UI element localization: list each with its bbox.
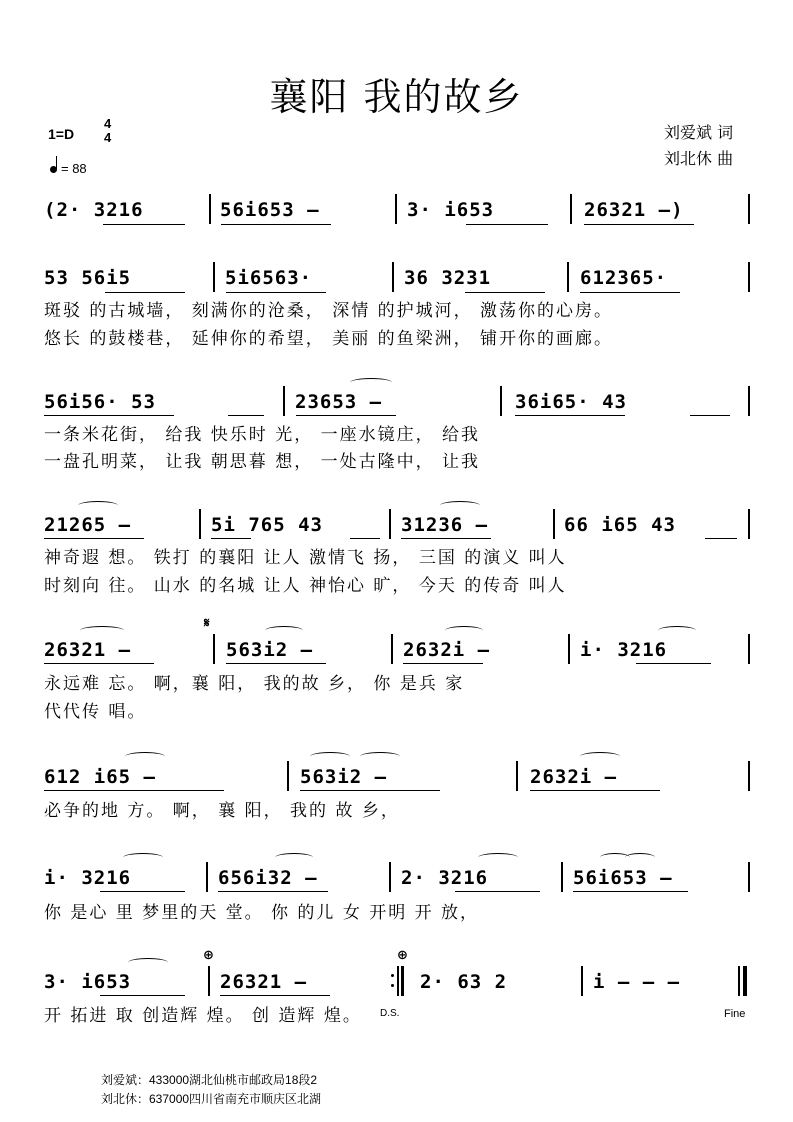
dal-segno-mark: D.S. <box>380 1008 400 1019</box>
barline <box>283 386 285 416</box>
repeat-dot <box>391 984 394 987</box>
barline <box>213 634 215 664</box>
beam-line <box>300 790 440 791</box>
barline <box>568 634 570 664</box>
key-signature: 1=D <box>48 126 75 142</box>
beam-line <box>530 790 660 791</box>
slur <box>265 626 303 635</box>
segno-icon: 𝄋 <box>204 616 210 631</box>
slur <box>580 752 620 761</box>
notes-row-7-m1: i· 3216 <box>44 867 132 889</box>
barline <box>516 761 518 791</box>
time-signature-bottom: 4 <box>104 130 112 145</box>
lyrics-verse2-row-5: 代代传 唱。 <box>44 702 147 722</box>
notes-row-8-m2: 26321 – <box>220 971 308 993</box>
beam-line <box>466 224 548 225</box>
notes-row-8-m4: i – – – <box>593 971 681 993</box>
barline <box>395 194 397 224</box>
notes-row-6-m1: 612 i65 – <box>44 766 156 788</box>
lyrics-verse1-row-8: 开 拓进 取 创造辉 煌。 创 造辉 煌。 <box>44 1006 362 1026</box>
beam-line <box>44 538 144 539</box>
time-signature-top: 4 <box>104 116 112 131</box>
slur <box>625 853 655 862</box>
notes-row-5-m4: i· 3216 <box>580 639 668 661</box>
beam-line <box>44 415 174 416</box>
barline <box>561 862 563 892</box>
beam-line <box>573 891 688 892</box>
lyrics-verse2-row-2: 悠长 的鼓楼巷， 延伸你的希望， 美丽 的鱼梁洲， 铺开你的画廊。 <box>44 329 614 349</box>
beam-line <box>580 292 680 293</box>
notes-row-1-m2: 56i653 – <box>220 199 320 221</box>
barline <box>570 194 572 224</box>
time-signature <box>104 117 111 145</box>
notes-row-1-m1: (2· 3216 <box>44 199 144 221</box>
slur <box>440 501 480 510</box>
beam-line <box>350 538 380 539</box>
beam-line <box>296 415 396 416</box>
barline <box>208 966 210 996</box>
beam-line <box>221 224 331 225</box>
barline <box>748 634 750 664</box>
notes-row-7-m4: 56i653 – <box>573 867 673 889</box>
footer-composer-address: 刘北休：637000四川省南充市顺庆区北湖 <box>101 1092 322 1106</box>
slur <box>658 626 696 635</box>
beam-line <box>465 292 545 293</box>
notes-row-2-m3: 36 3231 <box>404 267 492 289</box>
barline <box>553 509 555 539</box>
lyrics-verse2-row-3: 一盘孔明菜， 让我 朝思暮 想， 一处古隆中， 让我 <box>44 452 481 472</box>
lyrics-verse1-row-7: 你 是心 里 梦里的天 堂。 你 的儿 女 开明 开 放， <box>44 903 480 923</box>
barline <box>389 509 391 539</box>
slur <box>310 752 350 761</box>
beam-line <box>103 224 185 225</box>
slur <box>445 626 483 635</box>
barline <box>199 509 201 539</box>
notes-row-4-m4: 66 i65 43 <box>564 514 676 536</box>
beam-line <box>105 292 185 293</box>
notes-row-3-m1: 56i56· 53 <box>44 391 156 413</box>
notes-row-1-m4: 26321 –) <box>584 199 684 221</box>
barline <box>213 262 215 292</box>
barline <box>500 386 502 416</box>
lyrics-verse1-row-5: 永远难 忘。 啊，襄 阳， 我的故 乡， 你 是兵 家 <box>44 674 465 694</box>
beam-line <box>401 538 491 539</box>
lyrics-verse1-row-6: 必争的地 方。 啊， 襄 阳， 我的 故 乡， <box>44 801 400 821</box>
lyrics-verse1-row-2: 斑驳 的古城墙， 刻满你的沧桑， 深情 的护城河， 激荡你的心房。 <box>44 301 614 321</box>
beam-line <box>100 995 185 996</box>
beam-line <box>690 415 730 416</box>
slur <box>125 752 165 761</box>
notes-row-7-m3: 2· 3216 <box>401 867 489 889</box>
beam-line <box>220 995 330 996</box>
slur <box>360 752 400 761</box>
barline <box>748 194 750 224</box>
notes-row-5-m1: 26321 – <box>44 639 132 661</box>
lyrics-verse2-row-4: 时刻向 往。 山水 的名城 让人 神怡心 旷， 今天 的传奇 叫人 <box>44 576 567 596</box>
notes-row-2-m1: 53 56i5 <box>44 267 132 289</box>
barline <box>581 966 583 996</box>
repeat-barline <box>397 966 399 996</box>
beam-line <box>584 224 694 225</box>
barline <box>392 262 394 292</box>
coda-icon: ⊕ <box>203 948 214 963</box>
barline <box>748 862 750 892</box>
barline <box>748 509 750 539</box>
beam-line <box>226 663 326 664</box>
notes-row-6-m3: 2632i – <box>530 766 618 788</box>
barline <box>567 262 569 292</box>
notes-row-4-m3: 31236 – <box>401 514 489 536</box>
fine-mark: Fine <box>724 1008 746 1020</box>
notes-row-3-m2: 23653 – <box>295 391 383 413</box>
barline <box>391 634 393 664</box>
slur <box>80 626 124 635</box>
final-barline <box>738 966 740 996</box>
barline <box>389 862 391 892</box>
slur <box>478 853 518 862</box>
barline <box>748 386 750 416</box>
notes-row-5-m2: 563i2 – <box>226 639 314 661</box>
beam-line <box>226 292 326 293</box>
beam-line <box>218 891 328 892</box>
final-barline <box>743 966 747 996</box>
slur <box>128 958 168 967</box>
notes-row-6-m2: 563i2 – <box>300 766 388 788</box>
barline <box>206 862 208 892</box>
quarter-note-icon <box>50 166 57 173</box>
slur <box>350 378 392 387</box>
repeat-barline <box>401 966 404 996</box>
slur <box>275 853 313 862</box>
notes-row-2-m4: 612365· <box>580 267 668 289</box>
tempo-marking <box>50 161 87 176</box>
notes-row-2-m2: 5i6563· <box>225 267 313 289</box>
barline <box>287 761 289 791</box>
beam-line <box>211 538 251 539</box>
beam-line <box>228 415 264 416</box>
notes-row-1-m3: 3· i653 <box>407 199 495 221</box>
notes-row-8-m3: 2· 63 2 <box>420 971 508 993</box>
beam-line <box>705 538 737 539</box>
composer-credit: 刘北休 曲 <box>664 149 734 168</box>
notes-row-4-m2: 5i 765 43 <box>211 514 323 536</box>
slur <box>78 501 118 510</box>
lyrics-verse1-row-3: 一条米花街， 给我 快乐时 光， 一座水镜庄， 给我 <box>44 425 481 445</box>
notes-row-3-m3: 36i65· 43 <box>515 391 627 413</box>
slur <box>123 853 163 862</box>
beam-line <box>403 663 483 664</box>
notes-row-8-m1: 3· i653 <box>44 971 132 993</box>
coda-icon: ⊕ <box>397 948 408 963</box>
notes-row-7-m2: 656i32 – <box>218 867 318 889</box>
lyrics-verse1-row-4: 神奇遐 想。 铁打 的襄阳 让人 激情飞 扬， 三国 的演义 叫人 <box>44 548 567 568</box>
beam-line <box>100 891 185 892</box>
beam-line <box>44 790 224 791</box>
barline <box>748 262 750 292</box>
lyricist-credit: 刘爱斌 词 <box>664 123 734 142</box>
repeat-dot <box>391 974 394 977</box>
page-title: 襄阳 我的故乡 <box>269 75 524 119</box>
beam-line <box>44 663 154 664</box>
tempo-value: = 88 <box>61 161 87 176</box>
barline <box>209 194 211 224</box>
beam-line <box>636 663 711 664</box>
footer-lyricist-address: 刘爱斌：433000湖北仙桃市邮政局18段2 <box>101 1073 318 1087</box>
notes-row-5-m3: 2632i – <box>403 639 491 661</box>
beam-line <box>455 891 540 892</box>
notes-row-4-m1: 21265 – <box>44 514 132 536</box>
barline <box>748 761 750 791</box>
beam-line <box>515 415 625 416</box>
